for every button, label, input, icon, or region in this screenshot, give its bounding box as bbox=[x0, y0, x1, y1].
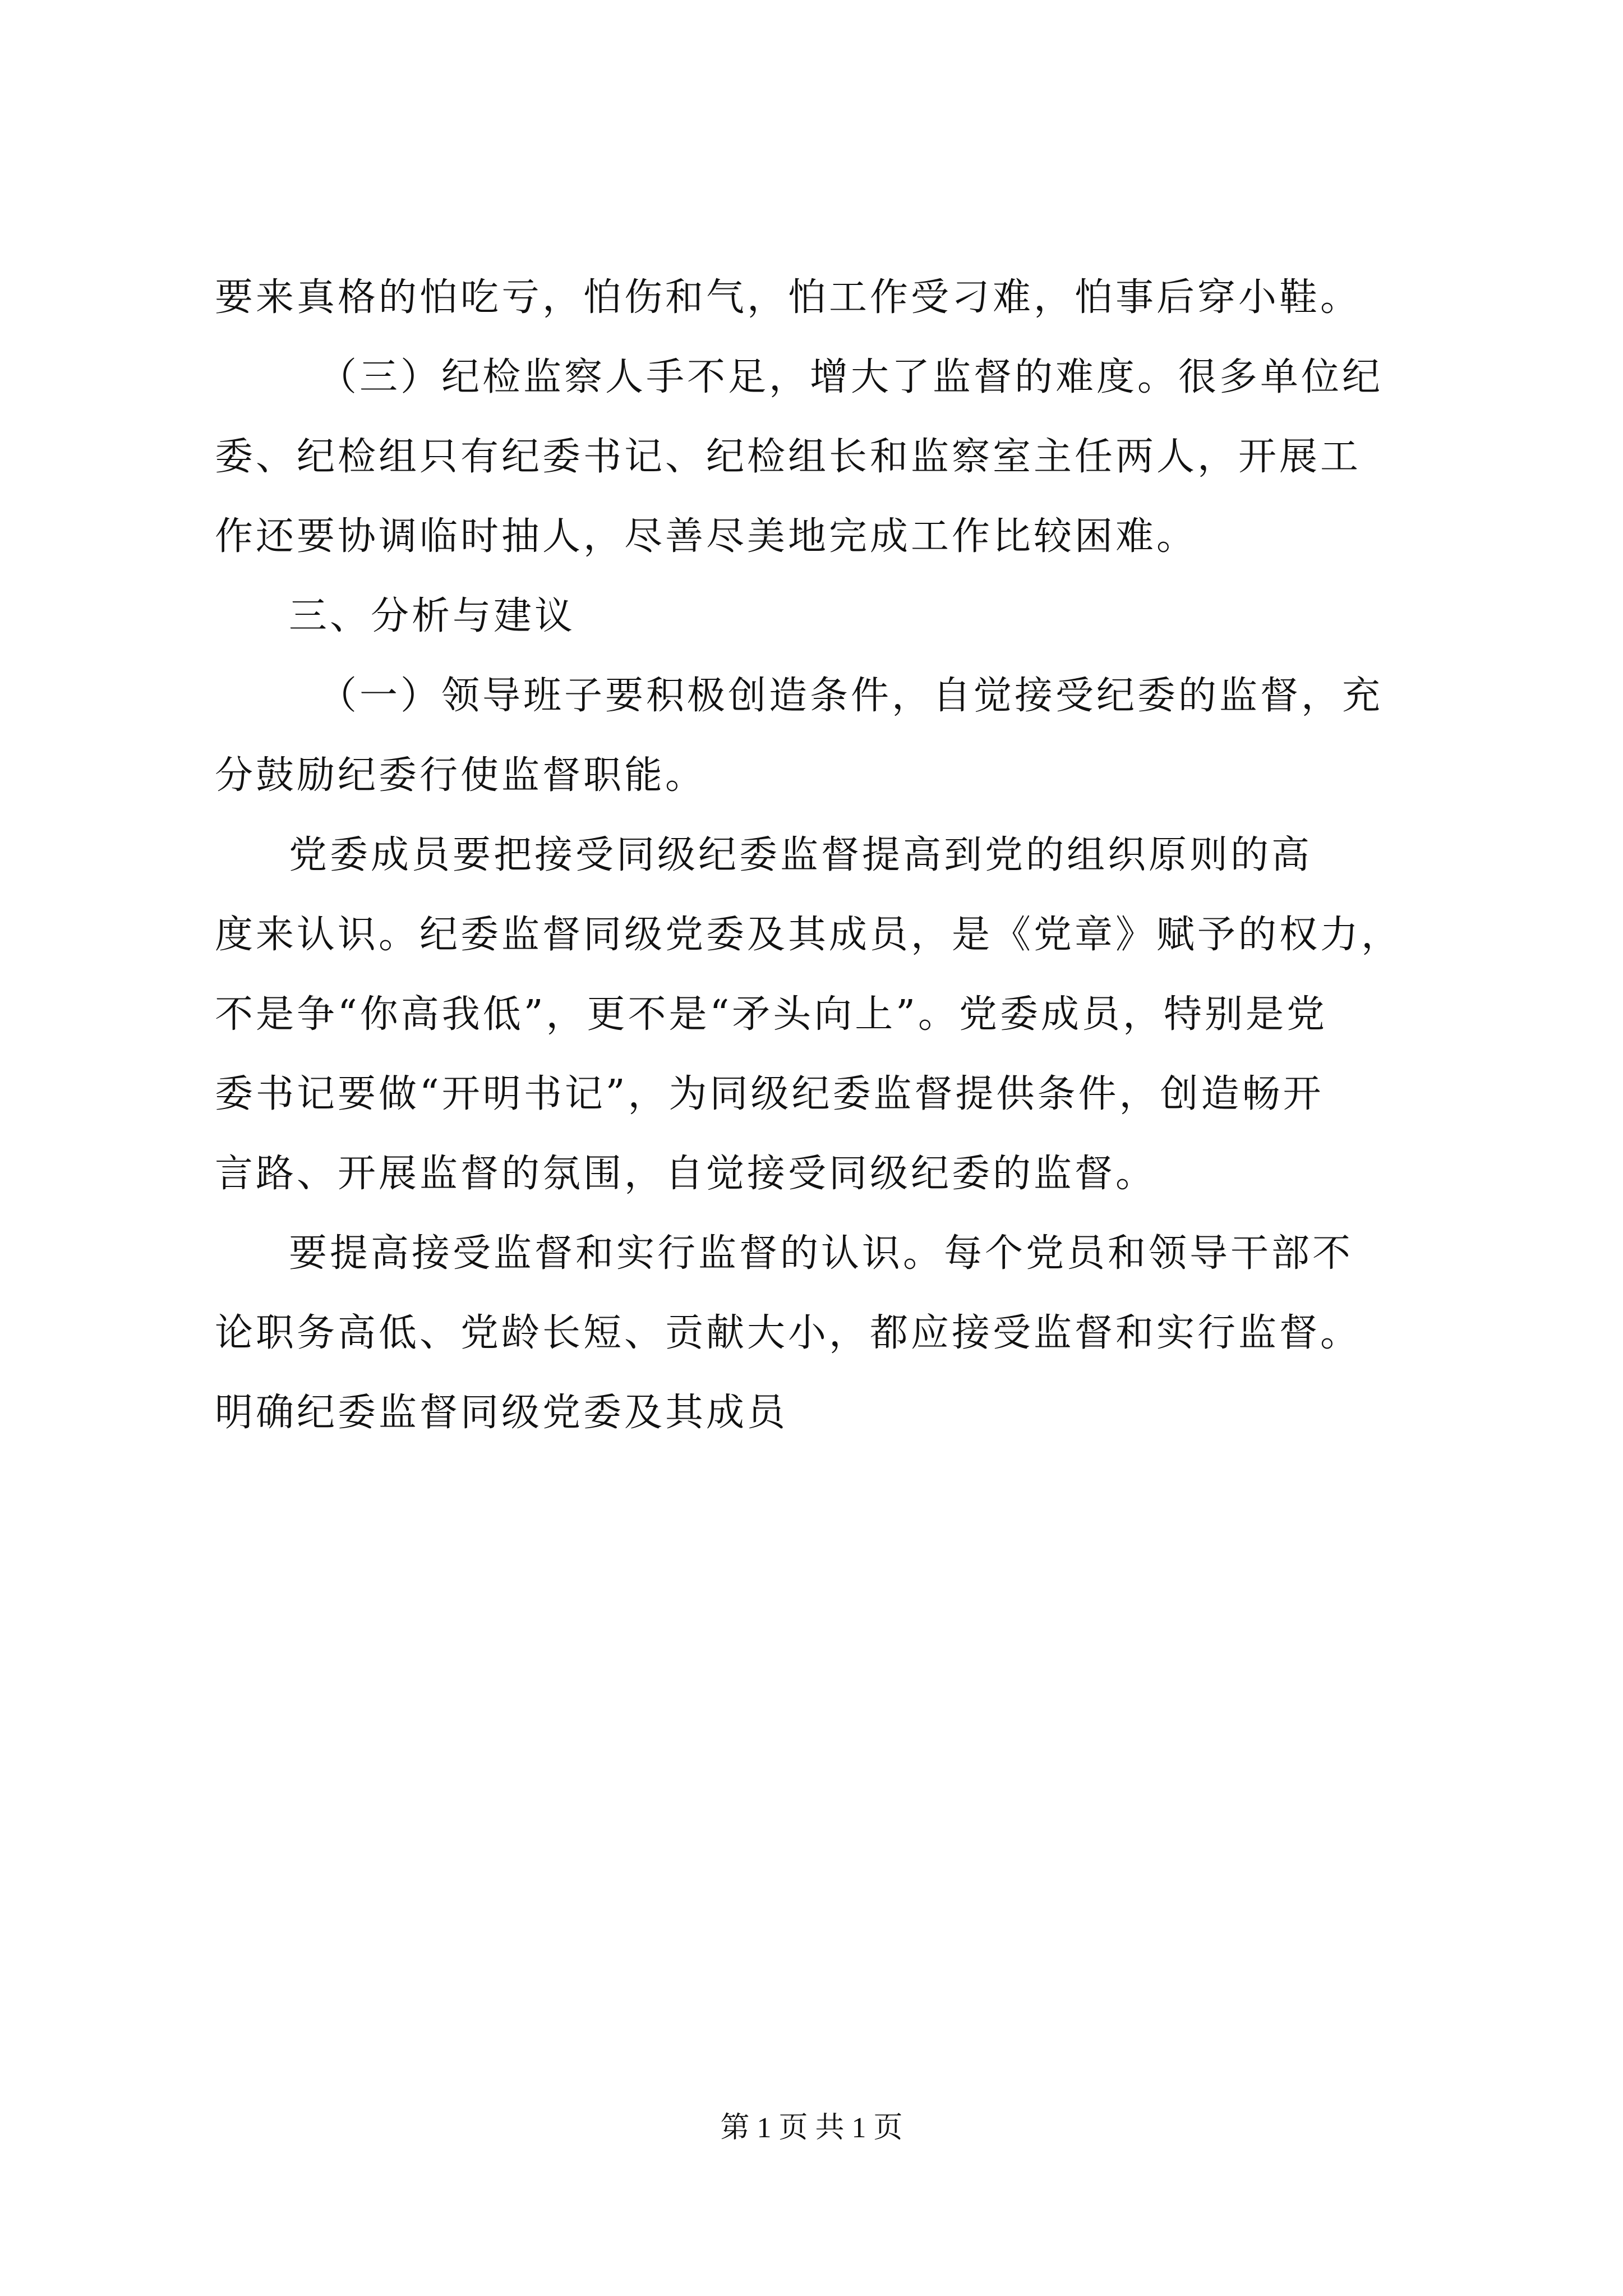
text-line: 论职务高低、党龄长短、贡献大小，都应接受监督和实行监督。 bbox=[215, 1311, 1362, 1355]
text-line: 不是争“你高我低”，更不是“矛头向上”。党委成员，特别是党 bbox=[215, 992, 1328, 1037]
text-line: 作还要协调临时抽人，尽善尽美地完成工作比较困难。 bbox=[215, 514, 1198, 559]
document-body bbox=[215, 258, 1409, 1453]
text-line: 要提高接受监督和实行监督的认识。每个党员和领导干部不 bbox=[289, 1231, 1354, 1276]
text-line: 党委成员要把接受同级纪委监督提高到党的组织原则的高 bbox=[289, 833, 1313, 877]
text-line: （三）纪检监察人手不足，增大了监督的难度。很多单位纪 bbox=[319, 355, 1384, 399]
text-line: 委、纪检组只有纪委书记、纪检组长和监察室主任两人，开展工 bbox=[215, 435, 1362, 479]
section-heading: 三、分析与建议 bbox=[289, 594, 576, 638]
text-line: 度来认识。纪委监督同级党委及其成员，是《党章》赋予的权力， bbox=[215, 913, 1403, 957]
subsection-heading: （一）领导班子要积极创造条件，自觉接受纪委的监督，充 bbox=[319, 674, 1384, 718]
text-line: 言路、开展监督的氛围，自觉接受同级纪委的监督。 bbox=[215, 1152, 1157, 1196]
text-line: 要来真格的怕吃亏，怕伤和气，怕工作受刁难，怕事后穿小鞋。 bbox=[215, 275, 1362, 320]
text-line: 分鼓励纪委行使监督职能。 bbox=[215, 753, 707, 798]
text-line: 委书记要做“开明书记”，为同级纪委监督提供条件，创造畅开 bbox=[215, 1072, 1324, 1116]
page-number-footer: 第 1 页 共 1 页 bbox=[720, 2112, 903, 2144]
text-line: 明确纪委监督同级党委及其成员 bbox=[215, 1391, 789, 1435]
